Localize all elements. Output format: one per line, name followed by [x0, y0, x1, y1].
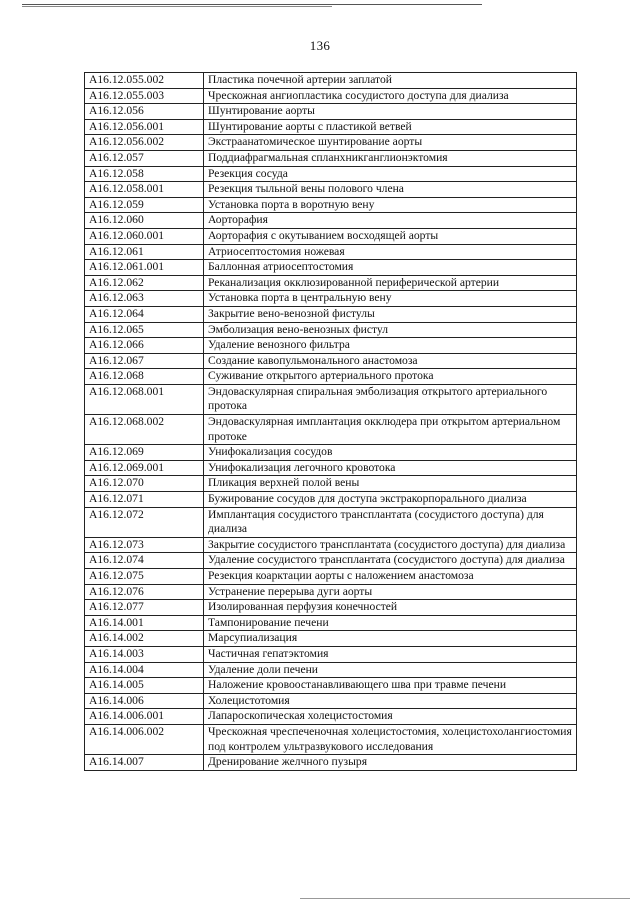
table-row: [85, 384, 577, 414]
table-row: [85, 631, 577, 647]
table-row: [85, 322, 577, 338]
procedure-name-cell: Чрескожная чреспеченочная холецистостомия, холецистохолангиостомия под контролем ультразвукового исследования: [204, 724, 577, 754]
procedure-code-cell: A16.12.061.001: [85, 260, 204, 276]
table-row: [85, 135, 577, 151]
procedure-code-cell: A16.12.072: [85, 507, 204, 537]
procedure-name-cell: Изолированная перфузия конечностей: [204, 600, 577, 616]
procedure-code-cell: A16.12.068.001: [85, 384, 204, 414]
procedure-code-cell: A16.14.006.001: [85, 709, 204, 725]
procedure-name-cell: Наложение кровоостанавливающего шва при травме печени: [204, 678, 577, 694]
procedure-name-cell: Марсупиализация: [204, 631, 577, 647]
procedure-code-cell: A16.12.064: [85, 306, 204, 322]
procedure-code-cell: A16.12.058: [85, 166, 204, 182]
table-row: [85, 369, 577, 385]
table-row: [85, 104, 577, 120]
table-row: [85, 724, 577, 754]
procedure-codes-body: [85, 73, 577, 771]
table-row: [85, 260, 577, 276]
procedure-code-cell: A16.14.005: [85, 678, 204, 694]
procedure-name-cell: Закрытие вено-венозной фистулы: [204, 306, 577, 322]
table-row: [85, 693, 577, 709]
table-row: [85, 492, 577, 508]
table-row: [85, 291, 577, 307]
page-number: 136: [309, 38, 331, 53]
procedure-code-cell: A16.12.061: [85, 244, 204, 260]
procedure-name-cell: Резекция коарктации аорты с наложением анастомоза: [204, 569, 577, 585]
procedure-code-cell: A16.12.063: [85, 291, 204, 307]
table-row: [85, 755, 577, 771]
table-row: [85, 197, 577, 213]
table-row: [85, 353, 577, 369]
procedure-name-cell: Холецистотомия: [204, 693, 577, 709]
procedure-name-cell: Пластика почечной артерии заплатой: [204, 73, 577, 89]
procedure-code-cell: A16.12.077: [85, 600, 204, 616]
procedure-code-cell: A16.12.055.003: [85, 88, 204, 104]
table-row: [85, 709, 577, 725]
procedure-code-cell: A16.14.006: [85, 693, 204, 709]
procedure-name-cell: Резекция тыльной вены полового члена: [204, 182, 577, 198]
table-row: [85, 476, 577, 492]
procedure-code-cell: A16.12.059: [85, 197, 204, 213]
procedure-name-cell: Эндоваскулярная имплантация окклюдера при открытом артериальном протоке: [204, 415, 577, 445]
procedure-code-cell: A16.12.067: [85, 353, 204, 369]
procedure-name-cell: Пликация верхней полой вены: [204, 476, 577, 492]
procedure-code-cell: A16.12.068: [85, 369, 204, 385]
procedure-name-cell: Эндоваскулярная спиральная эмболизация открытого артериального протока: [204, 384, 577, 414]
procedure-code-cell: A16.14.006.002: [85, 724, 204, 754]
procedure-name-cell: Закрытие сосудистого трансплантата (сосудистого доступа) для диализа: [204, 537, 577, 553]
procedure-name-cell: Тампонирование печени: [204, 615, 577, 631]
table-row: [85, 228, 577, 244]
procedure-name-cell: Установка порта в центральную вену: [204, 291, 577, 307]
procedure-code-cell: A16.14.003: [85, 646, 204, 662]
procedure-name-cell: Имплантация сосудистого трансплантата (сосудистого доступа) для диализа: [204, 507, 577, 537]
procedure-code-cell: A16.12.075: [85, 569, 204, 585]
procedure-code-cell: A16.14.002: [85, 631, 204, 647]
table-row: [85, 445, 577, 461]
procedure-name-cell: Шунтирование аорты с пластикой ветвей: [204, 119, 577, 135]
table-row: [85, 119, 577, 135]
procedure-code-cell: A16.14.007: [85, 755, 204, 771]
procedure-code-cell: A16.12.060: [85, 213, 204, 229]
procedure-name-cell: Частичная гепатэктомия: [204, 646, 577, 662]
top-border-line: [22, 4, 482, 5]
procedure-name-cell: Баллонная атриосептостомия: [204, 260, 577, 276]
table-row: [85, 569, 577, 585]
table-row: [85, 415, 577, 445]
procedure-name-cell: Установка порта в воротную вену: [204, 197, 577, 213]
procedure-name-cell: Унифокализация легочного кровотока: [204, 460, 577, 476]
procedure-name-cell: Экстраанатомическое шунтирование аорты: [204, 135, 577, 151]
table-row: [85, 678, 577, 694]
procedure-code-cell: A16.12.066: [85, 338, 204, 354]
procedure-code-cell: A16.12.068.002: [85, 415, 204, 445]
procedure-code-cell: A16.14.001: [85, 615, 204, 631]
table-row: [85, 600, 577, 616]
procedure-code-cell: A16.12.062: [85, 275, 204, 291]
procedure-code-cell: A16.12.056.002: [85, 135, 204, 151]
table-row: [85, 507, 577, 537]
procedure-name-cell: Атриосептостомия ножевая: [204, 244, 577, 260]
table-row: [85, 244, 577, 260]
table-row: [85, 150, 577, 166]
procedure-name-cell: Поддиафрагмальная спланхникганглионэктомия: [204, 150, 577, 166]
table-row: [85, 460, 577, 476]
procedure-name-cell: Аорторафия: [204, 213, 577, 229]
procedure-codes-table: [84, 72, 577, 771]
procedure-code-cell: A16.12.065: [85, 322, 204, 338]
table-row: [85, 646, 577, 662]
table-row: [85, 615, 577, 631]
procedure-name-cell: Эмболизация вено-венозных фистул: [204, 322, 577, 338]
table-row: [85, 306, 577, 322]
procedure-name-cell: Реканализация окклюзированной периферической артерии: [204, 275, 577, 291]
table-row: [85, 182, 577, 198]
table-row: [85, 537, 577, 553]
table-row: [85, 73, 577, 89]
procedure-name-cell: Чрескожная ангиопластика сосудистого доступа для диализа: [204, 88, 577, 104]
procedure-code-cell: A16.12.057: [85, 150, 204, 166]
procedure-name-cell: Создание кавопульмонального анастомоза: [204, 353, 577, 369]
procedure-code-cell: A16.14.004: [85, 662, 204, 678]
procedure-code-cell: A16.12.056.001: [85, 119, 204, 135]
procedure-code-cell: A16.12.069.001: [85, 460, 204, 476]
procedure-code-cell: A16.12.071: [85, 492, 204, 508]
table-row: [85, 662, 577, 678]
procedure-code-cell: A16.12.056: [85, 104, 204, 120]
procedure-name-cell: Удаление венозного фильтра: [204, 338, 577, 354]
procedure-code-cell: A16.12.074: [85, 553, 204, 569]
procedure-code-cell: A16.12.058.001: [85, 182, 204, 198]
table-row: [85, 553, 577, 569]
procedure-code-cell: A16.12.076: [85, 584, 204, 600]
procedure-name-cell: Лапароскопическая холецистостомия: [204, 709, 577, 725]
top-border-line-secondary: [22, 6, 332, 7]
table-row: [85, 88, 577, 104]
procedure-name-cell: Удаление доли печени: [204, 662, 577, 678]
procedure-name-cell: Удаление сосудистого трансплантата (сосудистого доступа) для диализа: [204, 553, 577, 569]
bottom-border-line: [300, 898, 630, 899]
procedure-name-cell: Унифокализация сосудов: [204, 445, 577, 461]
procedure-name-cell: Бужирование сосудов для доступа экстракорпорального диализа: [204, 492, 577, 508]
table-row: [85, 338, 577, 354]
procedure-name-cell: Резекция сосуда: [204, 166, 577, 182]
table-row: [85, 166, 577, 182]
procedure-name-cell: Устранение перерыва дуги аорты: [204, 584, 577, 600]
procedure-name-cell: Аорторафия с окутыванием восходящей аорты: [204, 228, 577, 244]
procedure-code-cell: A16.12.060.001: [85, 228, 204, 244]
procedure-name-cell: Суживание открытого артериального протока: [204, 369, 577, 385]
procedure-name-cell: Шунтирование аорты: [204, 104, 577, 120]
table-row: [85, 584, 577, 600]
procedure-code-cell: A16.12.070: [85, 476, 204, 492]
table-row: [85, 275, 577, 291]
procedure-code-cell: A16.12.069: [85, 445, 204, 461]
procedure-name-cell: Дренирование желчного пузыря: [204, 755, 577, 771]
procedure-code-cell: A16.12.055.002: [85, 73, 204, 89]
table-row: [85, 213, 577, 229]
procedure-code-cell: A16.12.073: [85, 537, 204, 553]
